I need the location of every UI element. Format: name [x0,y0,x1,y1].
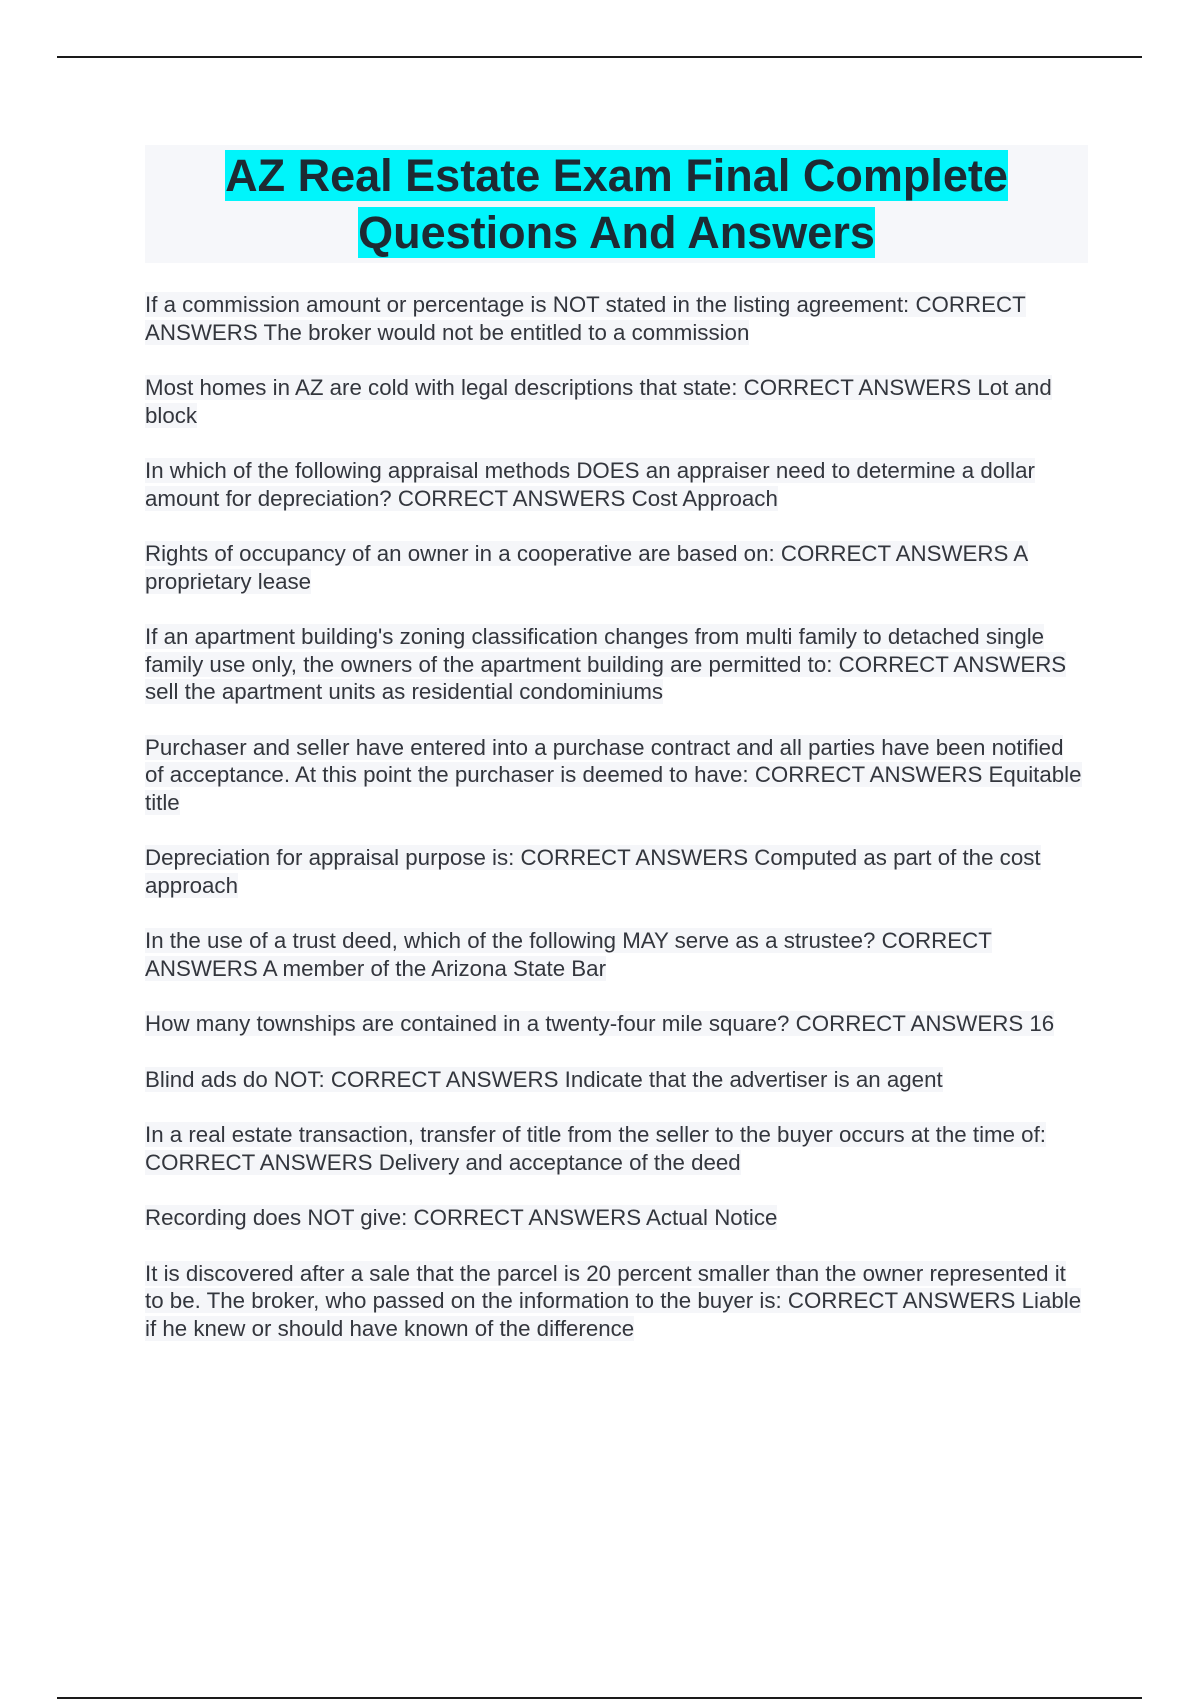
qa-item [145,457,1088,512]
qa-item [145,1121,1088,1176]
qa-item [145,927,1088,982]
qa-text: Depreciation for appraisal purpose is: CORRECT ANSWERS Computed as part of the cost approach [145,845,1041,898]
qa-item [145,734,1088,817]
qa-text: Purchaser and seller have entered into a purchase contract and all parties have been notified of acceptance. At this point the purchaser is deemed to have: CORRECT ANSWERS Equitable title [145,734,1082,815]
qa-item [145,623,1088,706]
qa-text: If an apartment building's zoning classification changes from multi family to detached single family use only, the owners of the apartment building are permitted to: CORRECT ANSWERS sell the apartment units as residential condominiums [145,624,1067,704]
qa-list [145,291,1088,1342]
qa-text: Recording does NOT give: CORRECT ANSWERS Actual Notice [145,1205,778,1230]
top-rule [57,56,1142,58]
qa-text: If a commission amount or percentage is NOT stated in the listing agreement: CORRECT ANSWERS The broker would not be entitled to a commission [145,292,1026,345]
qa-text: In a real estate transaction, transfer of title from the seller to the buyer occurs at the time of: CORRECT ANSWERS Delivery and acceptance of the deed [145,1122,1046,1175]
qa-item [145,291,1088,346]
document-body [145,145,1088,1370]
qa-text: Blind ads do NOT: CORRECT ANSWERS Indicate that the advertiser is an agent [145,1066,943,1092]
qa-text: In which of the following appraisal methods DOES an appraiser need to determine a dollar amount for depreciation? CORRECT ANSWERS Cost Approach [145,458,1035,511]
qa-text: Most homes in AZ are cold with legal descriptions that state: CORRECT ANSWERS Lot and block [145,375,1052,428]
qa-item [145,1066,1088,1094]
qa-item [145,374,1088,429]
qa-text: How many townships are contained in a twenty-four mile square? CORRECT ANSWERS 16 [145,1011,1055,1036]
document-title: AZ Real Estate Exam Final Complete Questions And Answers [225,150,1008,258]
qa-text: In the use of a trust deed, which of the following MAY serve as a strustee? CORRECT ANSWERS A member of the Arizona State Bar [145,928,992,981]
bottom-rule [57,1697,1142,1699]
qa-item [145,844,1088,899]
qa-text: Rights of occupancy of an owner in a cooperative are based on: CORRECT ANSWERS A proprietary lease [145,541,1029,594]
qa-text: It is discovered after a sale that the parcel is 20 percent smaller than the owner represented it to be. The broker, who passed on the information to the buyer is: CORRECT ANSWERS Liable if he knew or should have known of the difference [145,1260,1082,1341]
qa-item [145,540,1088,595]
qa-item [145,1204,1088,1232]
qa-item [145,1260,1088,1343]
title-block [145,145,1088,263]
qa-item [145,1010,1088,1038]
